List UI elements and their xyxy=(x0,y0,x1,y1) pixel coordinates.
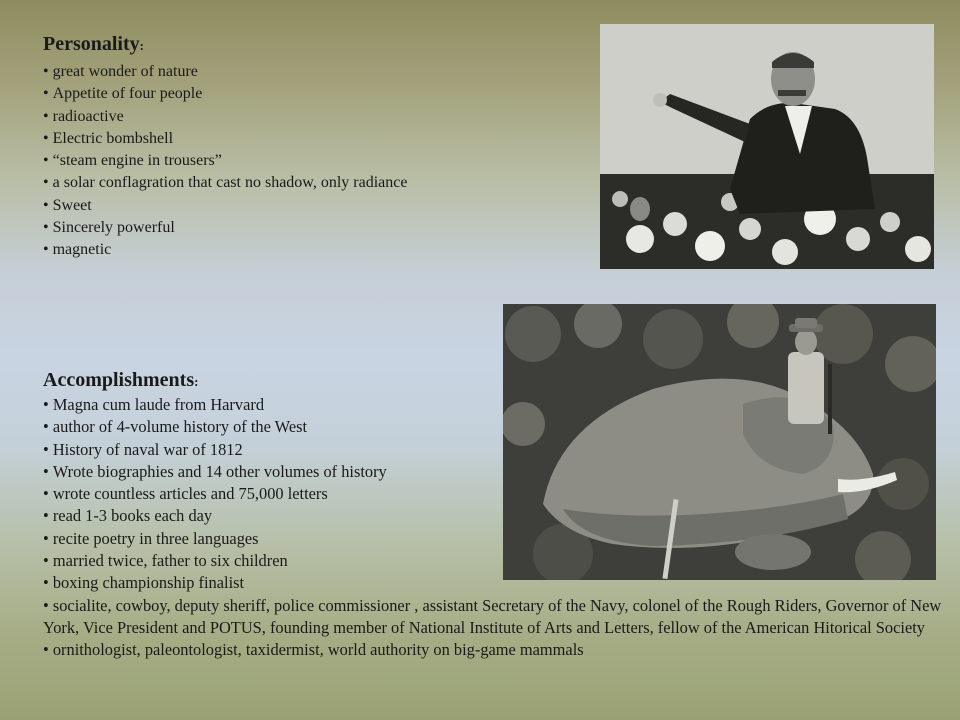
accomplishments-item: • socialite, cowboy, deputy sheriff, police commissioner , assistant Secretary of the Navy, colonel of the Rough Riders, Governor of New York, Vice President and POTUS, founding member of National Institute of Arts and Letters, fellow of the American Hitorical Society xyxy=(43,595,943,640)
personality-list xyxy=(43,61,407,262)
personality-section xyxy=(43,32,407,262)
elephant-photo-image xyxy=(503,304,936,580)
personality-item: • magnetic xyxy=(43,239,407,261)
personality-item: • a solar conflagration that cast no shadow, only radiance xyxy=(43,172,407,194)
personality-item: • radioactive xyxy=(43,106,407,128)
personality-item: • Sincerely powerful xyxy=(43,217,407,239)
accomplishments-colon: : xyxy=(194,374,199,389)
accomplishments-item: • married twice, father to six children xyxy=(43,550,943,572)
personality-item: • great wonder of nature xyxy=(43,61,407,83)
accomplishments-item: • wrote countless articles and 75,000 letters xyxy=(43,483,943,505)
accomplishments-item: • Magna cum laude from Harvard xyxy=(43,394,943,416)
accomplishments-title: Accomplishments xyxy=(43,369,195,391)
elephant-photo xyxy=(503,304,936,580)
speech-photo xyxy=(600,24,934,269)
speech-photo-image xyxy=(600,24,934,269)
personality-item: • “steam engine in trousers” xyxy=(43,150,407,172)
accomplishments-item: • author of 4-volume history of the West xyxy=(43,416,943,438)
accomplishments-item: • ornithologist, paleontologist, taxidermist, world authority on big-game mammals xyxy=(43,639,943,661)
personality-item: • Electric bombshell xyxy=(43,128,407,150)
accomplishments-item: • read 1-3 books each day xyxy=(43,505,943,527)
accomplishments-item: • History of naval war of 1812 xyxy=(43,439,943,461)
accomplishments-item: • boxing championship finalist xyxy=(43,572,943,594)
personality-item: • Appetite of four people xyxy=(43,83,407,105)
personality-title: Personality xyxy=(43,33,140,55)
personality-colon: : xyxy=(139,38,144,53)
personality-item: • Sweet xyxy=(43,195,407,217)
accomplishments-item: • recite poetry in three languages xyxy=(43,528,943,550)
accomplishments-item: • Wrote biographies and 14 other volumes of history xyxy=(43,461,943,483)
personality-heading xyxy=(43,32,407,58)
